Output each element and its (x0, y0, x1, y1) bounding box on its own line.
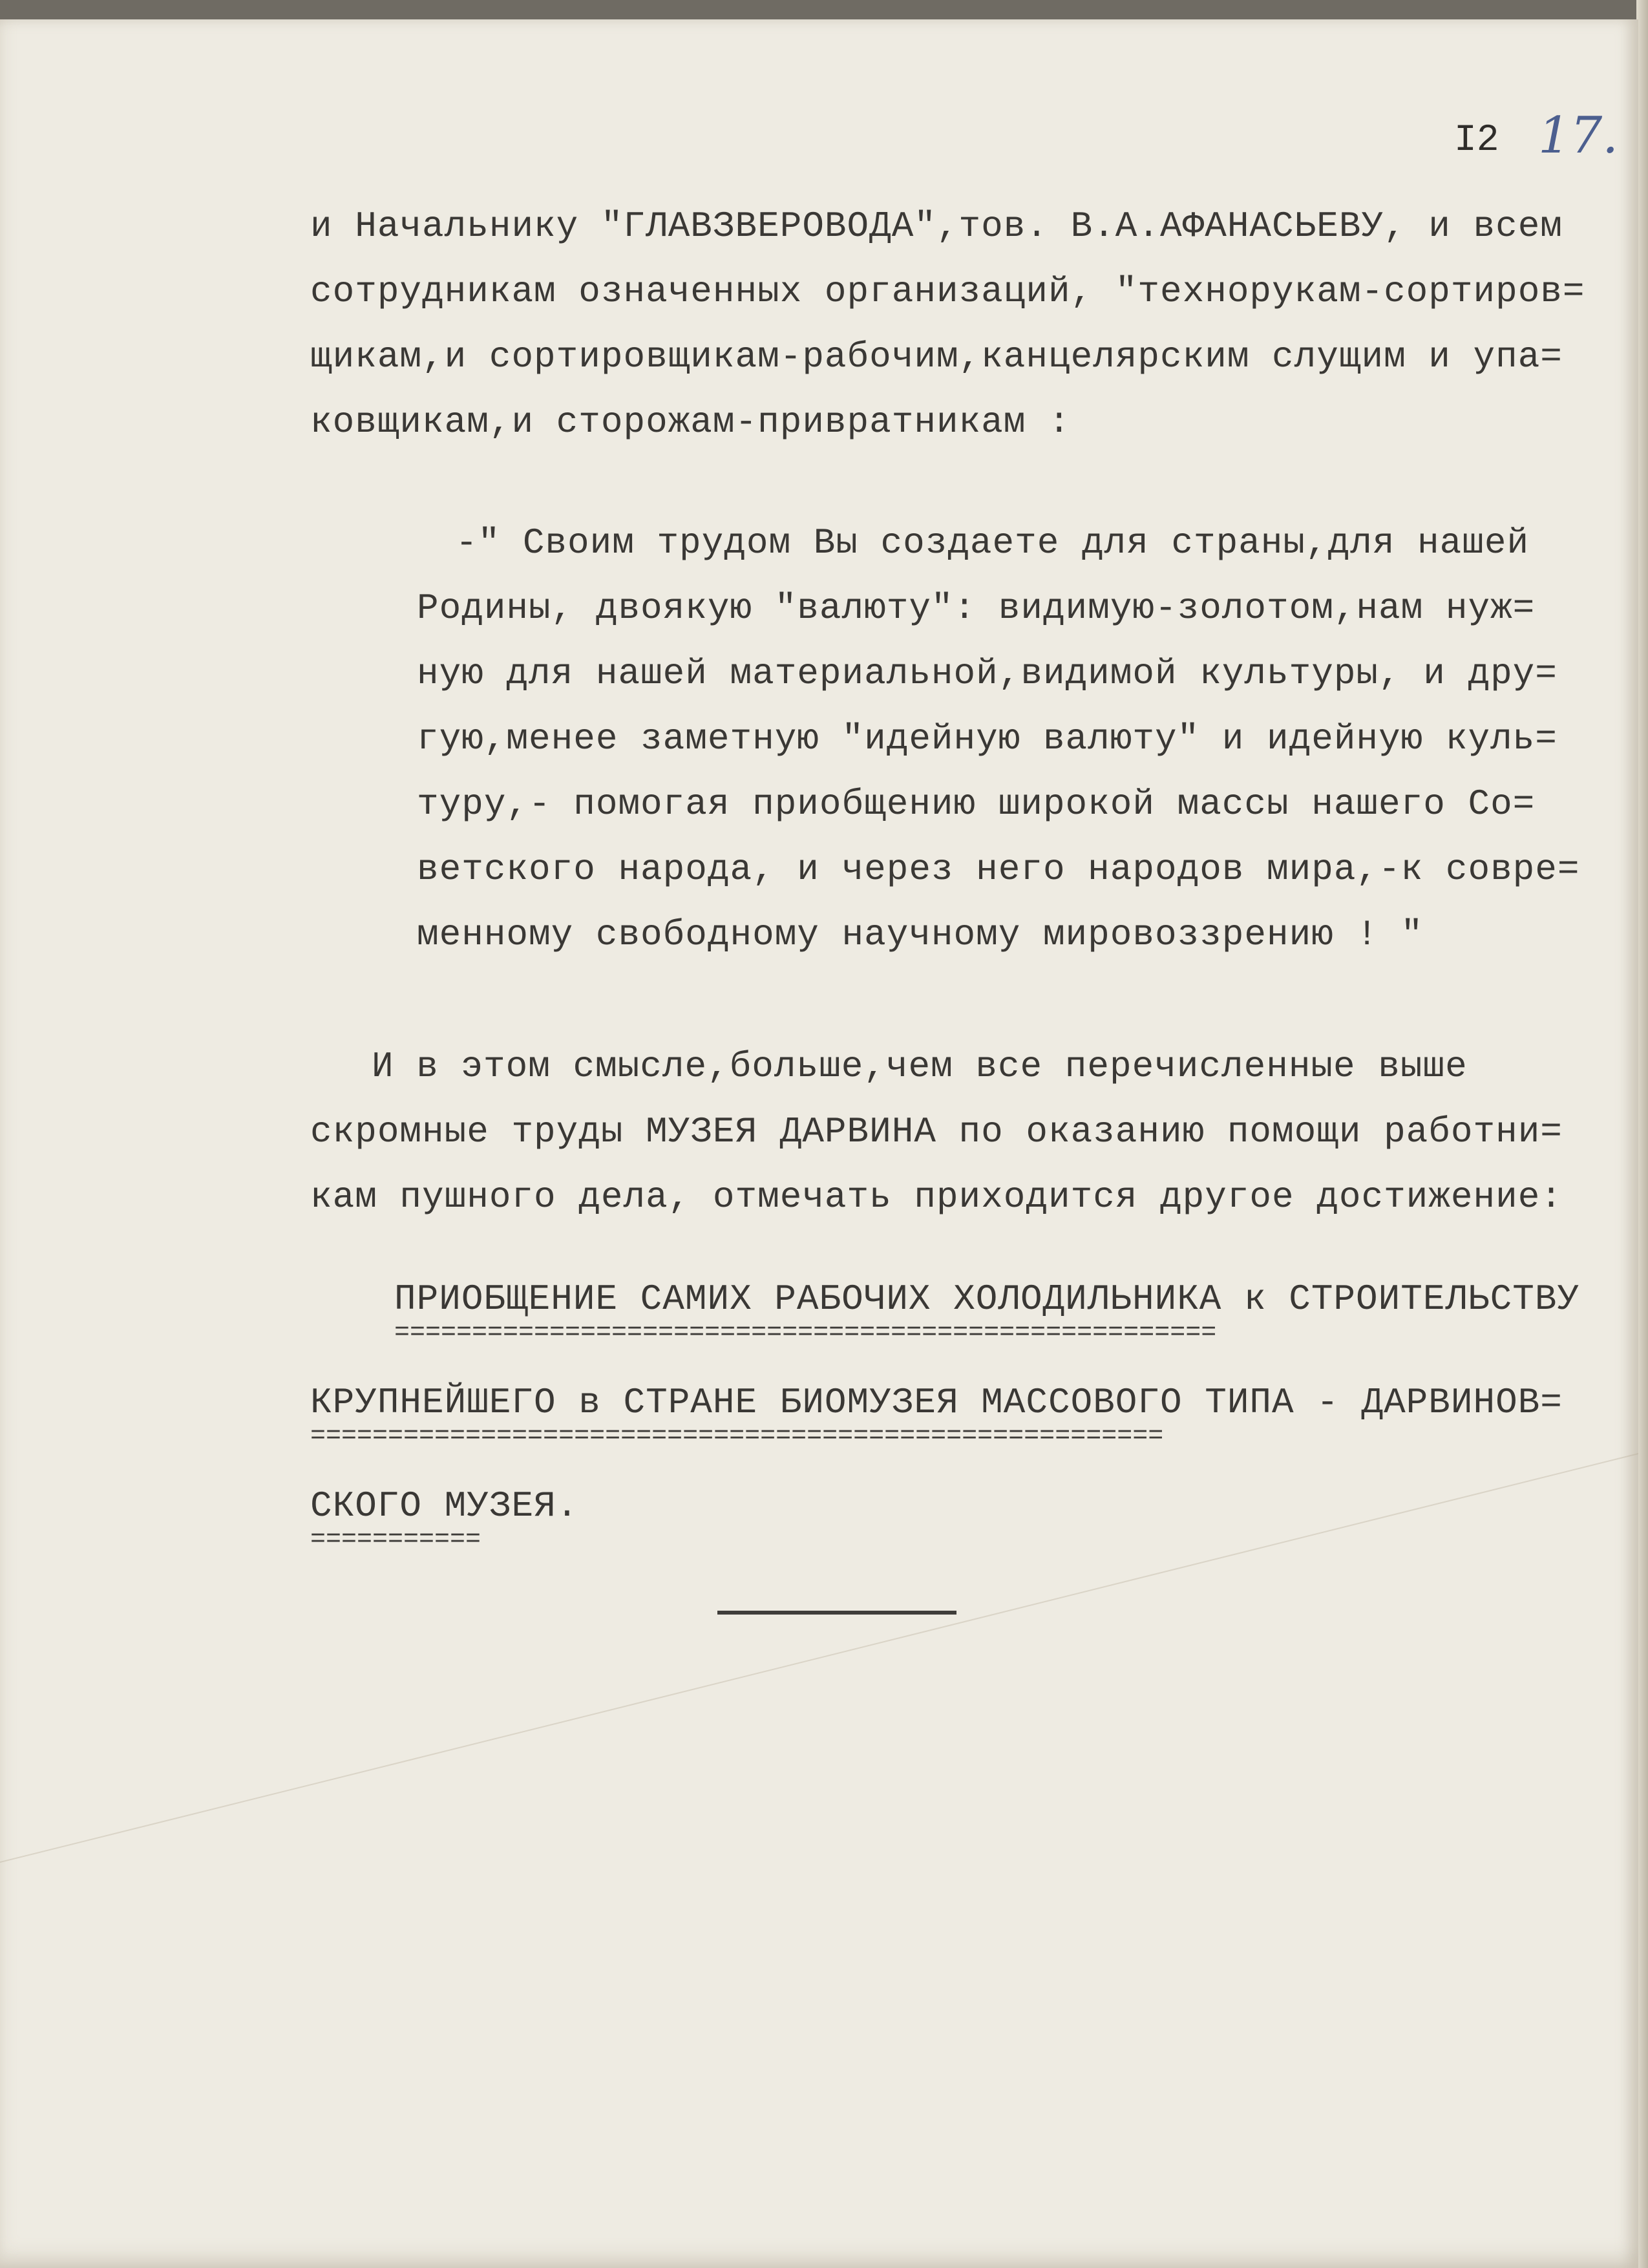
quote-line-6: ветского народа, и через него народов мира,-к совре= (417, 849, 1580, 890)
emphasis-underline-3: =========== (310, 1525, 481, 1554)
typed-page-number: I2 (1454, 120, 1499, 162)
paper-crease (0, 1394, 1638, 1895)
handwritten-page-number: 17. (1538, 107, 1619, 165)
paragraph2-line-3: кам пушного дела, отмечать приходится другое достижение: (310, 1176, 1563, 1218)
paragraph1-line-2: сотрудникам означенных организаций, "технорукам-сортиров= (310, 271, 1585, 312)
paragraph2-line-2: скромные труды МУЗЕЯ ДАРВИНА по оказанию помощи работни= (310, 1111, 1563, 1152)
quote-line-2: Родины, двоякую "валюту": видимую-золотом,нам нуж= (417, 588, 1536, 629)
paragraph2-line-1: И в этом смысле,больше,чем все перечисленные выше (372, 1046, 1468, 1087)
closing-divider (717, 1611, 956, 1615)
quote-line-4: гую,менее заметную "идейную валюту" и идейную куль= (417, 718, 1558, 759)
quote-line-3: ную для нашей материальной,видимой культуры, и дру= (417, 653, 1558, 694)
emphasis-line-1: ПРИОБЩЕНИЕ САМИХ РАБОЧИХ ХОЛОДИЛЬНИКА к СТРОИТЕЛЬСТВУ (394, 1278, 1580, 1320)
paragraph1-line-4: ковщикам,и сторожам-привратникам : (310, 401, 1071, 443)
document-page (0, 19, 1638, 2268)
emphasis-line-2: КРУПНЕЙШЕГО в СТРАНЕ БИОМУЗЕЯ МАССОВОГО ТИПА - ДАРВИНОВ= (310, 1382, 1563, 1423)
emphasis-underline-1: ===================================================== (394, 1319, 1217, 1348)
quote-line-1: -" Своим трудом Вы создаете для страны,для нашей (456, 522, 1530, 564)
emphasis-underline-2: ======================================================= (310, 1422, 1164, 1451)
paragraph1-line-3: щикам,и сортировщикам-рабочим,канцелярским слущим и упа= (310, 336, 1563, 377)
paragraph1-line-1: и Начальнику "ГЛАВЗВЕРОВОДА",тов. В.А.АФАНАСЬЕВУ, и всем (310, 206, 1563, 247)
emphasis-line-3: СКОГО МУЗЕЯ. (310, 1485, 579, 1527)
quote-line-7: менному свободному научному мировоззрению ! " (417, 914, 1424, 955)
quote-line-5: туру,- помогая приобщению широкой массы нашего Со= (417, 783, 1536, 825)
